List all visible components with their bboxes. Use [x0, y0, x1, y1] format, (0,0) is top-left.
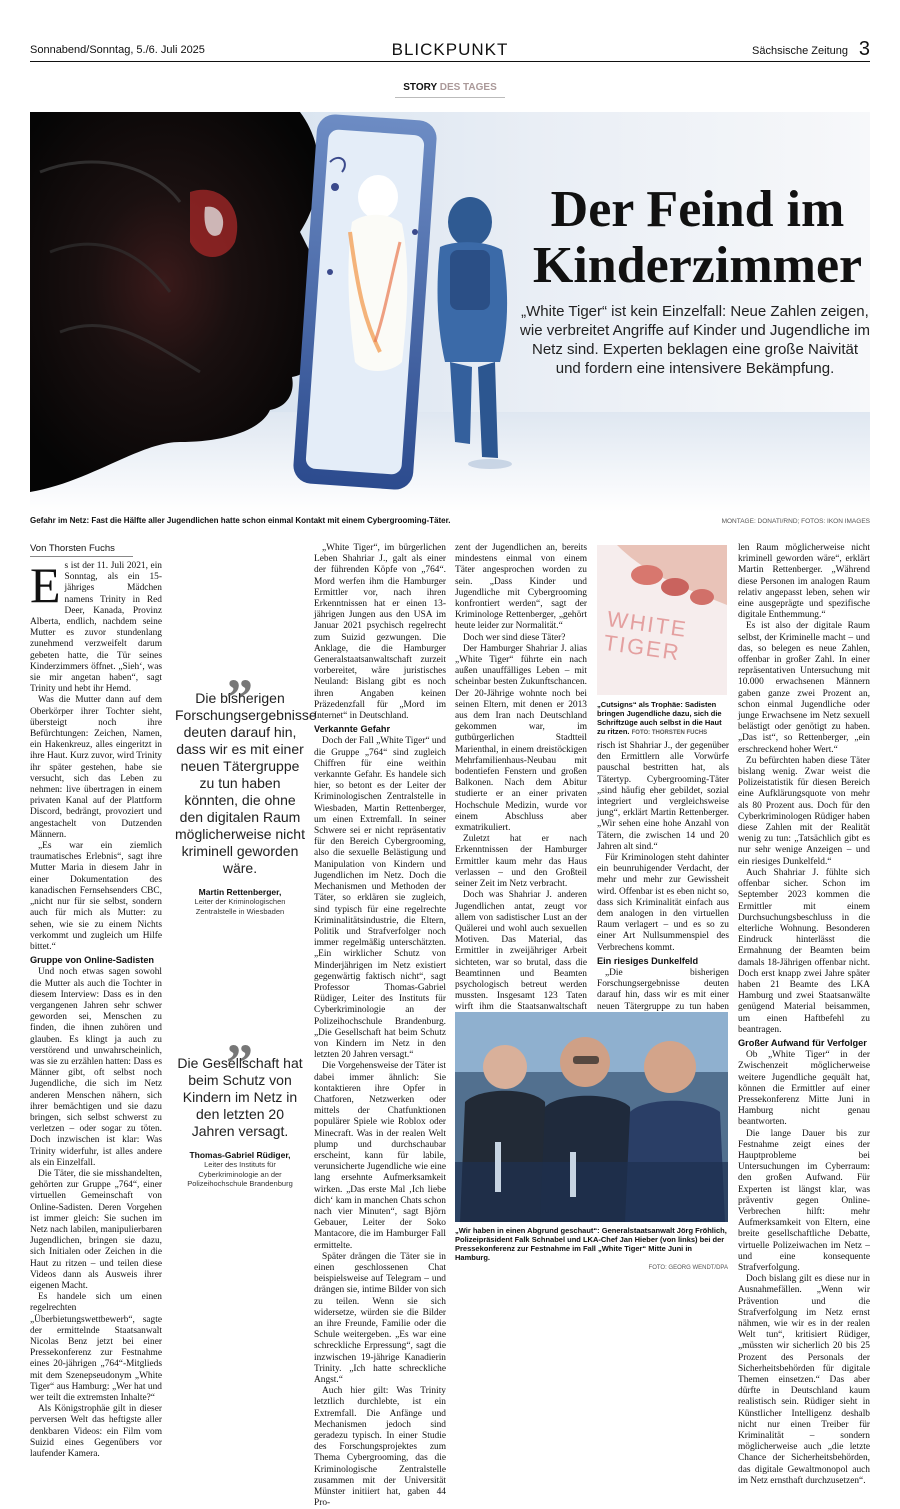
headline-line2: Kinderzimmer: [532, 237, 863, 294]
quote1-text: Die bisherigen Forschungsergebnisse deuten darauf hin, dass wir es mit einer neuen Tätergruppe zu tun haben könnten, die ohne den digitalen Raum möglicherweise nicht kriminell geworden wäre.: [175, 690, 317, 876]
col4-p5: Doch was Shahriar J. anderen Jugendlichen antat, zeugt vor allem von sadistischer Lust an der Quälerei und wohl auch sexuellen Motiven. Das Material, das Ermittler in zweijähriger Arbeit sichteten, war so brutal, dass die Beamtinnen und Beamten psychologisch betreut werden mussten. Insgesamt 123 Taten wirft ihm die Staatsanwaltschaft: [455, 890, 587, 1013]
col1-p5: Die Täter, die sie misshandelten, gehörten zur Gruppe „764“, einer virtuellen Gemeinschaft von Online-Sadisten. Deren Vorgehen ist immer gleich: Sie suchen im Netz nach labilen, manipulierbaren Jugendlichen, bringen sie dazu, sich Initialen oder Zeichen in die Haut zu ritzen – und teilen diese Videos dann als Ausweis ihrer eigenen Macht.: [30, 1168, 162, 1291]
quote1-role: Leiter der Kriminologischen Zentralstelle in Wiesbaden: [194, 897, 286, 916]
quote1-author: Martin Rettenberger,: [198, 887, 282, 897]
newspaper-name: Sächsische Zeitung: [752, 45, 848, 57]
pull-quote-2: [175, 1005, 305, 1189]
press-photo-credit: FOTO: GEORG WENDT/DPA: [648, 1265, 728, 1271]
quote2-text: Die Gesellschaft hat beim Schutz von Kindern im Netz in den letzten 20 Jahren versagt.: [177, 1055, 303, 1139]
quote-mark-icon: „: [226, 640, 254, 700]
kicker-story: STORY: [403, 82, 437, 93]
col1-p3: „Es war ein ziemlich traumatisches Erlebnis“, sagt ihre Mutter Maria in diesem Jahr in einer Dokumentation des kanadischen Fernsehsenders CBC, „nicht nur für sie selbst, sondern auch für mich als Mutter: zu sehen, wie sie zu einem Nichts verkommt und zugleich um Hilfe bittet.“: [30, 841, 162, 952]
kicker-rule: [395, 97, 505, 98]
story-kicker: [0, 82, 900, 93]
column-1: [30, 557, 162, 1460]
col6-p3: Zu befürchten haben diese Täter bislang wenig. Zwar weist die Polizeistatistik für diesen Bereich eine Aufklärungsquote von mehr als 80 Prozent aus. Doch für den Cyberkriminologen Rüdiger haben diese Zahlen mit der Realität wenig zu tun: „Tatsächlich gibt es nur sehr wenige Anzeigen – und ein riesiges Dunkelfeld.“: [738, 755, 870, 867]
issue-date: Sonnabend/Sonntag, 5./6. Juli 2025: [30, 44, 205, 56]
col3-p5: Auch hier gilt: Was Trinity letztlich durchlebte, ist ein Extremfall. Die Anfänge und Mechanismen jedoch sind geradezu typisch. In einer Studie des Forschungsprojektes zum Thema Cybergrooming, das die Kriminologische Zentralstelle zusammen mit der Universität Münster initiiert hat, gaben 44 Pro-: [314, 1386, 446, 1509]
hero-caption: Gefahr im Netz: Fast die Hälfte aller Jugendlichen hatte schon einmal Kontakt mit einem Cybergrooming-Täter.: [30, 516, 451, 525]
press-conference-photo: [455, 1012, 728, 1222]
hero-credit: MONTAGE: DONATI/RND; FOTOS: IKON IMAGES: [721, 518, 870, 525]
cutsign-caption: [597, 700, 729, 738]
col6-p2: Es ist also der digitale Raum selbst, der Kriminelle macht – und das, so belegen es neue Zahlen, offenbar in großer Zahl. In einer repräsentativen Untersuchung mit 10.000 erwachsenen Männern gaben ganze zwei Prozent an, schon einmal Jugendliche oder junge Erwachsene im Netz sexuell belästigt oder genötigt zu haben. „Das ist“, so Rettenberger, „ein erschreckend hoher Wert.“: [738, 621, 870, 755]
section-title: BLICKPUNKT: [391, 40, 509, 59]
col1-p4: Und noch etwas sagen sowohl die Mutter als auch die Tochter in diesem Interview: Dass es in den vergangenen Jahren sehr schwer geworden sei, Menschen zu finden, die ihnen zuhören und glauben. Es klingt ja auch zu verstörend und unwahrscheinlich, was sie zu erzählen hatten: Dass es Männer gibt, oft selbst noch Jugendliche, die sich im Netz anderen Menschen nähern, sich ihrer bemächtigen und sie dazu bringen, sich selbst schwerst zu verletzen – oder sogar zu töten. Doch inzwischen ist klar: Was Trinity widerfuhr, ist alles andere als ein Einzelfall.: [30, 967, 162, 1168]
subhead-verkannte-gefahr: Verkannte Gefahr: [314, 724, 391, 735]
col6-p1: len Raum möglicherweise nicht kriminell geworden wäre“, erklärt Martin Rettenberger. „Während diese Personen im analogen Raum relativ angepasst leben, sehen wir eine ausgeprägte und spezifische digitale Enthemmung.“: [738, 543, 870, 621]
drop-cap: E: [30, 557, 61, 613]
quote2-author: Thomas-Gabriel Rüdiger,: [189, 1150, 291, 1160]
quote-mark-icon: „: [226, 1005, 254, 1065]
col6-p6: Die lange Dauer bis zur Festnahme zeigt eines der Hauptprobleme bei Untersuchungen im Cyberraum: den großen Aufwand. Für Experten ist längst klar, was präventiv gegen Online-Verbrechen hilft: mehr Aufmerksamkeit von Eltern, eine breite gesellschaftliche Debatte, virtuelle Polizeiwachen im Netz – und eine konsequente Strafverfolgung.: [738, 1128, 870, 1273]
cutsign-text: WHITE TIGER: [602, 606, 690, 666]
press-photo-caption: „Wir haben in einen Abgrund geschaut“: Generalstaatsanwalt Jörg Fröhlich, Polizeipräsident Falk Schnabel und LKA-Chef Jan Hieber (von links) bei der Pressekonferenz zur Festnahme im Fall „White Tiger“ Mitte Juni in Hamburg.: [455, 1226, 727, 1262]
page-number: 3: [858, 38, 870, 60]
col4-p4: Zuletzt hat er nach Erkenntnissen der Hamburger Ermittler kaum mehr das Haus verlassen – und den Großteil seiner Zeit im Netz verbracht.: [455, 834, 587, 890]
col4-p2: Doch wer sind diese Täter?: [463, 632, 566, 643]
headline-line1: Der Feind im: [550, 181, 845, 238]
col5-p2: Für Kriminologen steht dahinter ein beunruhigender Verdacht, der mehr und mehr zur Gewissheit wird. Offenbar ist es eben nicht so, dass sich Kriminalität einfach aus dem analogen in den virtuellen Raum verlagert – und es so zu einer Art Nullsummenspiel des Verbrechens kommt.: [597, 853, 729, 953]
column-3: [314, 543, 446, 1509]
col6-p4: Auch Shahriar J. fühlte sich offenbar sicher. Schon im September 2023 kommen die Ermittler mit einem Durchsuchungsbeschluss in die elterliche Wohnung. Besonderen Eindruck hinterlässt die Ermahnung der Beamten beim damals 18-Jährigen offenbar nicht. Doch erst knapp zwei Jahre später haben 21 Beamte des LKA Hamburg und zwei Staatsanwälte genügend Material beisammen, um einen Haftbefehl zu beantragen.: [738, 867, 870, 1035]
quote2-role: Leiter des Instituts für Cyberkriminologie an der Polizeihochschule Brandenburg: [187, 1160, 293, 1188]
press-conference-image: [455, 1012, 728, 1222]
cutsign-caption-text: „Cutsigns“ als Trophäe: Sadisten bringen Jugendliche dazu, sich die Schriftzüge auch selbst in die Haut zu ritzen.: [597, 700, 722, 736]
subhead-dunkelfeld: Ein riesiges Dunkelfeld: [597, 955, 699, 966]
col1-p7: Als Königstrophäe gilt in dieser perversen Welt das heftigste aller denkbaren Videos: ein Film vom Suizid eines Gegenübers vor laufender Kamera.: [30, 1404, 162, 1460]
col6-p7: Doch bislang gilt es diese nur in Ausnahmefällen. „Wenn wir Prävention und die Strafverfolgung im Netz ernst nähmen, wie wir es in der realen Welt tun“, kritisiert Rüdiger, „müssten wir sicherlich 20 bis 25 Prozent des Personals der Sicherheitsbehörden für digitale Themen einsetzen.“ Das aber dürfte in Deutschland kaum realistisch sein. Rüdiger sieht in Künstlicher Intelligenz deshalb nicht nur einen Treiber für Kriminalität – sondern möglicherweise auch „die letzte Chance der Sicherheitsbehörden, das digitale Gewaltmonopol auch im Netz ernsthaft durchzusetzen“.: [738, 1274, 870, 1486]
col4-p3: Der Hamburger Shahriar J. alias „White Tiger“ führte ein nach außen unauffälliges Leben – mit scheinbar besten Zukunftschancen. Der 20-Jährige wohnte noch bei seinen Eltern, mit denen er 2013 aus dem Iran nach Deutschland gekommen war, im gutbürgerlichen Stadtteil Marienthal, in einem dreistöckigen Mehrfamilienhaus-Neubau mit bodentiefen Fenstern und großen Balkonen. Nach dem Abitur studierte er an einer privaten Hochschule Medizin, wurde vor einem Abschluss aber exmatrikuliert.: [455, 643, 587, 834]
col3-p1: „White Tiger“, im bürgerlichen Leben Shahriar J., galt als einer der führenden Köpfe von „764“. Mord werfen ihm die Hamburger Ermittler vor, nach ihren Erkenntnissen hat er einen 13-jährigen Jungen aus den USA im Januar 2021 psychisch regelrecht zum Suizid gezwungen. Die Anklage, die die Hamburger Generalstaatsanwaltschaft zurzeit vorbereitet, wäre juristisches Neuland: Bislang gibt es noch ihren Angaben keinen Präzedenzfall für „Mord im Internet“ in Deutschland.: [314, 543, 446, 722]
column-5: [597, 741, 729, 1024]
col1-p6: Es handele sich um einen regelrechten „Überbietungswettbewerb“, sagte der ermittelnde Staatsanwalt Nicolas Benz jetzt bei einer Pressekonferenz zur Festnahme eines 20-jährigen „764“-Mitglieds mit dem Szenepseudonym „White Tiger“ aus Hamburg: „Wer hat und wer teilt die extremsten Inhalte?“: [30, 1292, 162, 1404]
col3-p2: Doch der Fall „White Tiger“ und die Gruppe „764“ sind zugleich Chiffren für eine weithin verkannte Gefahr. Es handele sich hier, so betont es der Leiter der Kriminologischen Zentralstelle in Wiesbaden, Martin Rettenberger, um einen Extremfall. In seiner Schwere sei er nicht repräsentativ für den Bereich Cybergrooming, also die sexuelle Belästigung und Manipulation von Kindern und Jugendlichen im Netz. Doch die Mechanismen und Methoden der Täter, so erklären sie zugleich, sind typisch für eine regelrechte Kriminalitätsindustrie, die Eltern, Politik und Strafverfolger noch immer regelmäßig unterschätzten. „Ein wirklicher Schutz von Minderjährigen im Netz existiert gegenwärtig faktisch nicht“, sagt Professor Thomas-Gabriel Rüdiger, Leiter des Instituts für Cyberkriminologie an der Polizeihochschule Brandenburg. „Die Gesellschaft hat beim Schutz von Kindern im Netz in den letzten 20 Jahren versagt.“: [314, 736, 446, 1061]
kicker-des-tages: DES TAGES: [439, 82, 497, 93]
col5-p1: risch ist Shahriar J., der gegenüber den Ermittlern alle Vorwürfe pauschal bestritten hat, als Tätertyp. Cybergrooming-Täter „sind häufig eher gebildet, sozial integriert und vergleichsweise jung“, erklärt Martin Rettenberger. „Wir sehen eine hohe Anzahl von Tätern, die zwischen 14 und 20 Jahren alt sind.“: [597, 741, 729, 852]
author-byline: Von Thorsten Fuchs: [30, 543, 115, 554]
headline: [505, 182, 890, 294]
subheadline: „White Tiger“ ist kein Einzelfall: Neue Zahlen zeigen, wie verbreitet Angriffe auf Kinder und Jugendliche im Netz sind. Experten beklagen eine große Naivität und fordern eine intensivere Bekämpfung.: [520, 303, 870, 377]
col1-p1: s ist der 11. Juli 2021, ein Sonntag, als ein 15-jähriges Mädchen namens Trinity in Red Deer, Kanada, Provinz Alberta, endlich, nachdem seine Mutter es zuvor stundenlang zunehmend verzweifelt darum gebeten hatte, die Tür seines Kinderzimmers öffnet. „Sieh‘, was sie mir angetan haben“, sagt Trinity und hebt ihr Hemd.: [30, 561, 162, 695]
col5-p3: „Die bisherigen Forschungsergebnisse deuten darauf hin, dass wir es mit einer neuen Tätergruppe zu tun haben: [597, 968, 729, 1012]
subhead-grosser-aufwand: Großer Aufwand für Verfolger: [738, 1037, 867, 1048]
col1-p2: Was die Mutter dann auf dem Oberkörper ihrer Tochter sieht, übersteigt noch ihre Befürchtungen: Zeichen, Namen, ein Hakenkreuz, alles eingeritzt in ihre Haut. Kurz zuvor, wird Trinity ihr später gestehen, habe sie versucht, sich das Leben zu nehmen: live übertragen in einem privaten Kanal auf der Plattform Discord, bedrängt, provoziert und angestachelt von Dutzenden Männern.: [30, 695, 162, 840]
col3-p4: Später drängen die Täter sie in einen geschlossenen Chat beispielsweise auf Telegram – und drängen sie, intime Bilder von sich zu teilen. Wenn sie sich widersetze, würden sie die Bilder an ihre Freunde, Familie oder die Schule weitergeben. „Es war eine schreckliche Erpressung“, sagt die inzwischen 19-jährige Kanadierin Trinity. „Ich hatte schreckliche Angst.“: [314, 1251, 446, 1386]
pull-quote-1: [175, 640, 317, 916]
col6-p5: Ob „White Tiger“ in der Zwischenzeit möglicherweise weitere Jugendliche gequält hat, können die Ermittler auf einer Pressekonferenz Mitte Juni in Hamburg nicht genau beantworten.: [738, 1050, 870, 1128]
column-6: [738, 543, 870, 1487]
col4-p1: zent der Jugendlichen an, bereits mindestens einmal von einem Täter angesprochen worden zu sein. „Dass Kinder und Jugendliche mit Cybergrooming konfrontiert werden“, sagt der Kriminologe Rettenberger, „gehört heute leider zur Normalität.“: [455, 543, 587, 632]
col3-p3: Die Vorgehensweise der Täter ist dabei immer ähnlich: Sie kontaktieren ihre Opfer in Chatforen, Netzwerken oder mittels der Chatfunktionen populärer Spiele wie Roblox oder Minecraft. Was in der realen Welt plump und durchschaubar erscheint, kann für labile, verunsicherte Jugendliche wie eine lang ersehnte Aufmerksamkeit wirken. „Das erste Mal ‚Ich liebe dich‘ kam in manchen Chats schon nach vier Minuten“, sagt Björn Gebauer, Leiter der Soko Mantacore, die im Hamburger Fall ermittelte.: [314, 1061, 446, 1251]
subhead-online-sadisten: Gruppe von Online-Sadisten: [30, 955, 155, 966]
cutsign-photo: [597, 545, 727, 695]
cutsign-credit: FOTO: THORSTEN FUCHS: [631, 730, 708, 736]
header-rule: [30, 61, 870, 62]
